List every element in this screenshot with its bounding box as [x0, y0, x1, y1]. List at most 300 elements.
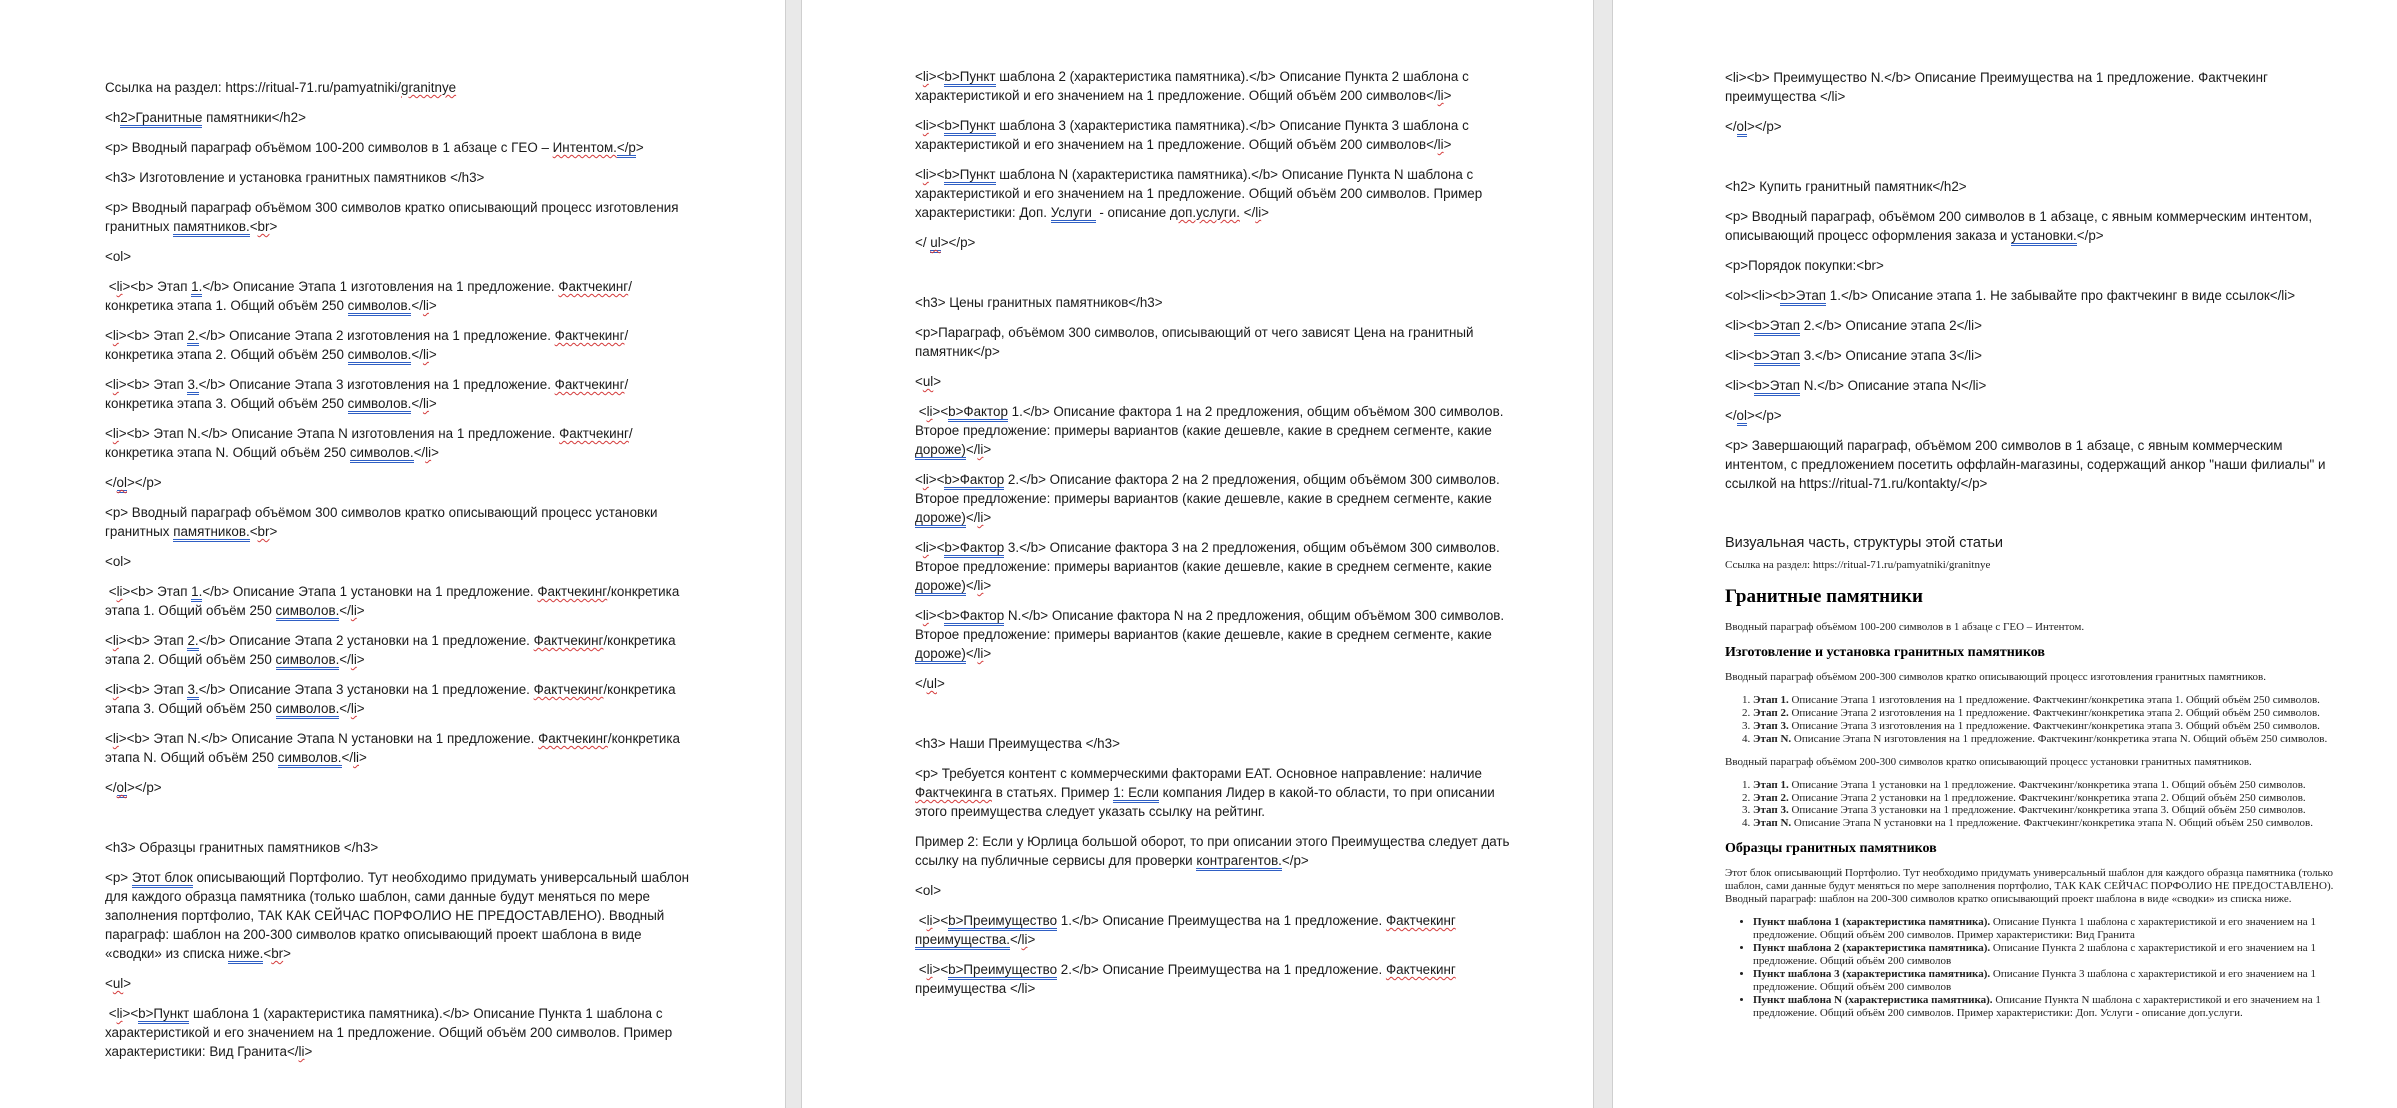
- page-2[interactable]: [802, 0, 1593, 1108]
- text-run: ><: [928, 118, 945, 133]
- code-paragraph[interactable]: [1725, 406, 2335, 425]
- text-run: >: [1443, 88, 1452, 103]
- text-run: Пункт шаблона 3 (характеристика памятника).: [1753, 967, 1991, 980]
- text-run: памятников.: [173, 524, 249, 542]
- code-paragraph[interactable]: [105, 108, 691, 127]
- text-run: >: [933, 374, 942, 389]
- text-run: li: [112, 633, 119, 648]
- text-run: <: [915, 374, 923, 389]
- text-run: шаблона N (характеристика памятника).</b> Описание Пункта N шаблона с характеристикой и его значением на 1 предложение. Общий объём 200 символов. Пример характеристики: Доп.: [915, 167, 1486, 220]
- text-run: li: [350, 701, 357, 716]
- text-run: ul: [926, 676, 937, 691]
- code-paragraph[interactable]: [915, 233, 1510, 252]
- text-run: b>Пункт: [944, 118, 995, 136]
- code-paragraph[interactable]: [1725, 256, 2335, 275]
- text-run: символов.: [278, 750, 342, 768]
- text-run: b>Этап: [1780, 288, 1826, 306]
- code-paragraph[interactable]: [1725, 207, 2335, 245]
- text-run: li: [422, 298, 429, 313]
- text-run: Интентом.: [552, 140, 617, 155]
- preview-h2[interactable]: [1725, 586, 2335, 608]
- code-paragraph[interactable]: [915, 674, 1510, 693]
- code-paragraph[interactable]: [915, 470, 1510, 527]
- text-run: </b> Описание Этапа 3 установки на 1 предложение.: [198, 682, 534, 697]
- text-run: </: [915, 676, 927, 691]
- code-paragraph[interactable]: [105, 168, 691, 187]
- text-run: >: [269, 524, 278, 539]
- text-run: символов.: [276, 652, 340, 670]
- preview-list-item[interactable]: [1753, 804, 2335, 817]
- text-run: 2.</b> Описание Преимущества на 1 предложение.: [1057, 962, 1386, 977]
- text-run: <ol><li><: [1725, 288, 1781, 303]
- text-run: li: [422, 347, 429, 362]
- text-run: Описание Пункта N шаблона с характеристикой и его значением на 1 предложение. Общий объём 200 символов. Пример характеристики: Доп. Услуги - описание доп.услуги.: [1753, 993, 2321, 1019]
- text-run: </: [1009, 932, 1022, 947]
- code-paragraph[interactable]: [105, 277, 691, 315]
- text-run: <: [249, 524, 258, 539]
- text-run: ><b> Этап: [118, 633, 188, 648]
- text-run: </: [965, 646, 978, 661]
- text-run: Описание Этапа 2 установки на 1 предложение. Фактчекинг/конкретика этапа 2. Общий объём 250 символов.: [1788, 791, 2306, 804]
- code-paragraph[interactable]: [105, 868, 691, 963]
- code-paragraph[interactable]: [105, 326, 691, 364]
- text-run: ><: [932, 404, 949, 419]
- text-run: 3.</b> Описание этапа 3</li>: [1800, 348, 1982, 363]
- text-run: </b> Описание Этапа 1 установки на 1 предложение.: [202, 584, 538, 599]
- preview-link-line[interactable]: [1725, 559, 2335, 572]
- text-run: <: [105, 633, 113, 648]
- text-run: b>Этап: [1754, 348, 1800, 366]
- text-run: >: [428, 347, 437, 362]
- code-paragraph[interactable]: [105, 375, 691, 413]
- text-run: li: [116, 279, 123, 294]
- code-paragraph[interactable]: [1725, 177, 2335, 196]
- text-run: b>Этап: [1754, 378, 1800, 396]
- code-paragraph[interactable]: [1725, 286, 2335, 305]
- text-run: >: [983, 510, 992, 525]
- text-run: </: [965, 442, 978, 457]
- text-run: ><b> Этап: [118, 377, 188, 392]
- code-paragraph[interactable]: [105, 138, 691, 157]
- text-run: >: [123, 976, 132, 991]
- code-paragraph[interactable]: [915, 911, 1510, 949]
- text-run: <p> Завершающий параграф, объёмом 200 символов в 1 абзаце, с явным коммерческим интентом, с предложением посетить оффлайн-магазины, содержащий анкор "наши филиалы" и ссылкой на https://ritual-71.ru/kontakty/</p>: [1725, 438, 2330, 491]
- code-paragraph[interactable]: [105, 729, 691, 767]
- code-paragraph[interactable]: [915, 960, 1510, 998]
- text-run: </: [411, 298, 423, 313]
- text-run: Описание Этапа 2 изготовления на 1 предложение. Фактчекинг/конкретика этапа 2. Общий объём 250 символов.: [1788, 706, 2320, 719]
- text-run: li: [112, 731, 119, 746]
- preview-list-item[interactable]: [1753, 792, 2335, 805]
- text-run: >: [431, 445, 439, 460]
- blank-line: [1725, 504, 2335, 534]
- text-run: li: [112, 328, 119, 343]
- text-run: 3.: [187, 682, 198, 700]
- preview-list-item[interactable]: [1753, 942, 2335, 968]
- text-run: Этот блок описывающий Портфолио. Тут необходимо придумать универсальный шаблон для каждого образца памятника (только шаблон, сами данные будут меняться по мере заполнения портфолио, ТАК КАК СЕЙЧАС ПОРФОЛИО НЕ ПРЕДОСТАВЛЕНО). Вводный параграф: шаблон на 200-300 символов кратко описывающий проект шаблона в виде «сводки» из списка ниже.: [1725, 867, 2334, 906]
- preview-ordered-list[interactable]: [1725, 694, 2335, 746]
- preview-list-item[interactable]: [1753, 994, 2335, 1020]
- text-run: Гранитные памятники: [1725, 586, 1923, 607]
- text-run: >: [936, 676, 945, 691]
- text-run: <: [915, 540, 923, 555]
- text-run: дороже): [915, 510, 966, 528]
- text-run: </: [339, 652, 351, 667]
- text-run: b>Пункт: [138, 1006, 189, 1024]
- code-paragraph[interactable]: [105, 838, 691, 857]
- page-3[interactable]: [1613, 0, 2397, 1108]
- code-paragraph[interactable]: [915, 293, 1510, 312]
- text-run: ></p>: [940, 235, 976, 250]
- text-run: Этот блок: [132, 870, 193, 888]
- text-run: ><: [928, 167, 945, 182]
- text-run: 1.</b> Описание Преимущества на 1 предложение.: [1057, 913, 1386, 928]
- text-run: <: [915, 472, 923, 487]
- text-run: >: [983, 646, 992, 661]
- text-run: </: [105, 780, 117, 795]
- code-paragraph[interactable]: [1725, 376, 2335, 395]
- text-run: Пункт шаблона N (характеристика памятника).: [1753, 993, 1993, 1006]
- text-run: Описание Пункта 1 шаблона с характеристикой и его значением на 1 предложение. Общий объём 200 символов. Пример характеристики: Вид Гранита: [1753, 916, 2316, 942]
- code-paragraph[interactable]: [1725, 117, 2335, 136]
- text-run: <: [105, 584, 117, 599]
- text-run: >: [356, 652, 365, 667]
- text-run: /конкретика этапа N. Общий объём 250: [105, 426, 633, 460]
- text-run: </: [1725, 408, 1737, 423]
- text-run: </: [1725, 119, 1737, 134]
- text-run: li: [422, 396, 429, 411]
- text-run: 2>Гранитные: [120, 110, 202, 128]
- text-run: li: [353, 750, 360, 765]
- text-run: - описание: [1095, 205, 1170, 220]
- text-run: Этап N.: [1753, 732, 1792, 745]
- text-run: li: [977, 578, 984, 593]
- text-run: li: [977, 646, 984, 661]
- text-run: <: [249, 219, 258, 234]
- preview-paragraph[interactable]: [1725, 756, 2335, 769]
- preview-bullet-list[interactable]: [1725, 916, 2335, 1019]
- text-run: <ol>: [105, 249, 132, 264]
- text-run: </: [915, 235, 931, 250]
- code-paragraph[interactable]: [1725, 68, 2335, 106]
- code-paragraph[interactable]: [915, 402, 1510, 459]
- code-paragraph[interactable]: [105, 631, 691, 669]
- text-run: li: [977, 442, 984, 457]
- text-run: </: [411, 396, 423, 411]
- text-run: [1456, 913, 1460, 928]
- text-run: li: [922, 118, 929, 133]
- text-run: <li><: [1725, 378, 1755, 393]
- text-run: Фактчекинг: [533, 633, 604, 648]
- text-run: Этап N.: [1753, 817, 1792, 830]
- text-run: контрагентов.: [1196, 853, 1282, 871]
- text-run: <h3> Изготовление и установка гранитных памятников </h3>: [105, 170, 485, 185]
- text-run: <p>Параграф, объёмом 300 символов, описывающий от чего зависят Цена на гранитный памятник</p>: [915, 325, 1478, 359]
- text-run: </b> Описание Этапа 2 установки на 1 предложение.: [198, 633, 534, 648]
- text-run: >: [983, 578, 992, 593]
- preview-section-title[interactable]: [1725, 534, 2335, 553]
- text-run: Ссылка на раздел: https://ritual-71.ru/pamyatniki/granitnye: [1725, 559, 1991, 571]
- blank-line: [915, 704, 1510, 734]
- text-run: символов.: [348, 298, 412, 316]
- code-paragraph[interactable]: [915, 67, 1510, 105]
- text-run: b>Пункт: [944, 167, 995, 185]
- text-run: <: [105, 328, 113, 343]
- preview-h3[interactable]: [1725, 840, 2335, 857]
- text-run: <p>Порядок покупки:<br>: [1725, 258, 1884, 273]
- text-run: b>Пункт: [944, 69, 995, 87]
- code-paragraph[interactable]: [915, 372, 1510, 391]
- text-run: </: [965, 578, 978, 593]
- text-run: преимущества.: [915, 932, 1010, 950]
- text-run: <: [263, 946, 272, 961]
- text-run: Этап 3.: [1753, 804, 1789, 817]
- text-run: >: [983, 442, 992, 457]
- text-run: b>Преимущество: [948, 962, 1057, 980]
- text-run: 3.</b> Описание фактора 3 на 2 предложения, общим объёмом 300 символов. Второе предложение: примеры вариантов (какие дешевле, какие в среднем сегменте, какие: [915, 540, 1504, 574]
- text-run: шаблона 1 (характеристика памятника).</b> Описание Пункта 1 шаблона с характеристикой и его значением на 1 предложение. Общий объём 200 символов. Пример характеристики: Вид Гранита</: [105, 1006, 676, 1059]
- preview-list-item[interactable]: [1753, 733, 2335, 746]
- preview-ordered-list[interactable]: [1725, 779, 2335, 831]
- blank-line: [1725, 147, 2335, 177]
- text-run: дороже): [915, 646, 966, 664]
- text-run: li: [112, 426, 119, 441]
- text-run: N.</b> Описание этапа N</li>: [1800, 378, 1987, 393]
- text-run: N.</b> Описание фактора N на 2 предложения, общим объёмом 300 символов. Второе предложение: примеры вариантов (какие дешевле, какие в среднем сегменте, какие: [915, 608, 1508, 642]
- code-paragraph[interactable]: [105, 473, 691, 492]
- text-run: ><: [932, 962, 949, 977]
- text-run: 2.: [187, 633, 198, 651]
- text-run: b>Этап: [1754, 318, 1800, 336]
- text-run: </: [339, 603, 351, 618]
- text-run: Этап 3.: [1753, 719, 1789, 732]
- text-run: <: [915, 962, 927, 977]
- text-run: <: [915, 69, 923, 84]
- code-paragraph[interactable]: [1725, 316, 2335, 335]
- text-run: шаблона 2 (характеристика памятника).</b> Описание Пункта 2 шаблона с характеристикой и его значением на 1 предложение. Общий объём 200 символов</: [915, 69, 1473, 103]
- text-run: Фактчекинг: [554, 377, 625, 392]
- text-run: дороже): [915, 578, 966, 596]
- page-gap: [785, 0, 802, 1108]
- text-run: Вводный параграф объёмом 100-200 символов в 1 абзаце с ГЕО – Интентом.: [1725, 621, 2085, 633]
- text-run: ><: [928, 472, 945, 487]
- text-run: Вводный параграф объёмом 200-300 символов кратко описывающий процесс изготовления гранитных памятников.: [1725, 671, 2266, 683]
- text-run: <: [105, 976, 113, 991]
- text-run: памятников.: [173, 219, 249, 237]
- text-run: >: [283, 946, 291, 961]
- text-run: <: [105, 279, 117, 294]
- text-run: <: [105, 1006, 117, 1021]
- preview-paragraph[interactable]: [1725, 621, 2335, 634]
- code-paragraph[interactable]: [915, 116, 1510, 154]
- text-run: ><b> Этап: [122, 279, 192, 294]
- text-run: >: [1261, 205, 1269, 220]
- text-run: b>Фактор: [948, 404, 1008, 422]
- text-run: li: [922, 608, 929, 623]
- text-run: ul: [930, 235, 940, 253]
- text-run: ><: [928, 69, 945, 84]
- code-paragraph[interactable]: [915, 734, 1510, 753]
- text-run: <: [915, 913, 927, 928]
- text-run: Вводный параграф объёмом 200-300 символов кратко описывающий процесс установки гранитных памятников.: [1725, 755, 2252, 768]
- text-run: шаблона 3 (характеристика памятника).</b> Описание Пункта 3 шаблона с характеристикой и его значением на 1 предложение. Общий объём 200 символов</: [915, 118, 1473, 152]
- text-run: Услуги: [1051, 205, 1096, 223]
- text-run: li: [1437, 88, 1444, 103]
- text-run: памятники</h2>: [202, 110, 306, 125]
- text-run: ><b> Этап N.</b> Описание Этапа N установки на 1 предложение.: [118, 731, 539, 746]
- text-run: ><b> Этап: [118, 328, 188, 343]
- text-run: li: [112, 377, 119, 392]
- code-paragraph[interactable]: [915, 165, 1510, 222]
- text-run: ><: [928, 608, 945, 623]
- text-run: <h3> Наши Преимущества </h3>: [915, 736, 1120, 751]
- text-run: </p: [617, 140, 636, 158]
- text-run: </p>: [1281, 853, 1309, 868]
- text-run: 1.: [191, 584, 202, 602]
- code-paragraph[interactable]: [105, 1004, 691, 1061]
- preview-paragraph[interactable]: [1725, 867, 2335, 906]
- preview-list-item[interactable]: [1753, 694, 2335, 707]
- text-run: >: [304, 1044, 313, 1059]
- text-run: li: [112, 682, 119, 697]
- text-run: <p> Вводный параграф, объёмом 200 символов в 1 абзаце, с явным коммерческим интентом, описывающий процесс оформления заказа и: [1725, 209, 2316, 243]
- code-paragraph[interactable]: [915, 538, 1510, 595]
- code-paragraph[interactable]: [105, 582, 691, 620]
- text-run: Описание Этапа 3 изготовления на 1 предложение. Фактчекинг/конкретика этапа 3. Общий объём 250 символов.: [1788, 719, 2320, 732]
- text-run: <h3> Образцы гранитных памятников </h3>: [105, 840, 379, 855]
- code-paragraph[interactable]: [915, 323, 1510, 361]
- text-run: /конкретика этапа 3. Общий объём 250: [105, 682, 680, 716]
- text-run: 2.</b> Описание фактора 2 на 2 предложения, общим объёмом 300 символов. Второе предложение: примеры вариантов (какие дешевле, какие в среднем сегменте, какие: [915, 472, 1504, 506]
- text-run: Описание Этапа 1 установки на 1 предложение. Фактчекинг/конкретика этапа 1. Общий объём 250 символов.: [1788, 778, 2306, 791]
- code-paragraph[interactable]: [105, 78, 691, 97]
- code-paragraph[interactable]: [105, 974, 691, 993]
- text-run: Фактчекинг: [537, 584, 608, 599]
- preview-list-item[interactable]: [1753, 916, 2335, 942]
- text-run: br: [257, 219, 270, 234]
- text-run: br: [271, 946, 284, 961]
- text-run: li: [977, 510, 984, 525]
- text-run: </b> Описание Этапа 2 изготовления на 1 предложение.: [198, 328, 555, 343]
- text-run: ul: [922, 374, 934, 389]
- text-run: Описание Этапа N установки на 1 предложение. Фактчекинг/конкретика этапа N. Общий объём 250 символов.: [1791, 817, 2314, 830]
- text-run: Описание Пункта 3 шаблона с характеристикой и его значением на 1 предложение. Общий объём 200 символов: [1753, 967, 2316, 993]
- code-paragraph[interactable]: [105, 424, 691, 462]
- text-run: Фактчекинг: [533, 682, 604, 697]
- text-run: ><: [928, 540, 945, 555]
- preview-list-item[interactable]: [1753, 968, 2335, 994]
- text-run: li: [1437, 137, 1444, 152]
- text-run: li: [922, 472, 929, 487]
- text-run: Визуальная часть, структуры этой статьи: [1725, 535, 2003, 551]
- text-run: ><b> Этап: [118, 682, 188, 697]
- text-run: li: [350, 652, 357, 667]
- text-run: </p>: [2076, 228, 2104, 243]
- code-paragraph[interactable]: [1725, 436, 2335, 493]
- text-run: <p> Вводный параграф объёмом 100-200 символов в 1 абзаце с ГЕО –: [105, 140, 553, 155]
- text-run: </: [1239, 205, 1256, 220]
- text-run: Описание Этапа N изготовления на 1 предложение. Фактчекинг/конкретика этапа N. Общий объём 250 символов.: [1791, 732, 2328, 745]
- text-run: Пункт шаблона 1 (характеристика памятника).: [1753, 916, 1991, 929]
- text-run: 2.: [187, 328, 198, 346]
- page-1[interactable]: [0, 0, 785, 1108]
- text-run: <: [105, 377, 113, 392]
- text-run: <p> Требуется контент с коммерческими факторами EAT. Основное направление: наличие: [915, 766, 1486, 781]
- text-run: </: [413, 445, 426, 460]
- blank-line: [915, 263, 1510, 293]
- text-run: li: [425, 445, 432, 460]
- text-run: li: [926, 404, 933, 419]
- text-run: li: [1255, 205, 1262, 220]
- code-paragraph[interactable]: [1725, 346, 2335, 365]
- code-paragraph[interactable]: [105, 247, 691, 266]
- text-run: >: [356, 701, 365, 716]
- preview-h3[interactable]: [1725, 644, 2335, 661]
- text-run: >: [269, 219, 278, 234]
- text-run: li: [922, 167, 929, 182]
- text-run: символов.: [276, 603, 340, 621]
- text-run: ></p>: [1746, 408, 1782, 423]
- text-run: /конкретика этапа N. Общий объём 250: [105, 731, 684, 765]
- blank-line: [105, 808, 691, 838]
- text-run: доп.услуги.: [1169, 205, 1240, 220]
- code-paragraph[interactable]: [105, 503, 691, 541]
- code-paragraph[interactable]: [915, 832, 1514, 870]
- text-run: /конкретика этапа 3. Общий объём 250: [105, 377, 629, 411]
- text-run: b>Фактор: [944, 608, 1004, 626]
- text-run: <li><: [1725, 348, 1755, 363]
- text-run: </b> Описание Этапа 3 изготовления на 1 предложение.: [198, 377, 555, 392]
- preview-list-item[interactable]: [1753, 720, 2335, 733]
- text-run: Фактчекинг: [1385, 962, 1456, 977]
- text-run: Описание Пункта 2 шаблона с характеристикой и его значением на 1 предложение. Общий объём 200 символов: [1753, 942, 2316, 967]
- text-run: >: [356, 603, 365, 618]
- text-run: b>Фактор: [944, 472, 1004, 490]
- text-run: <: [915, 118, 923, 133]
- text-run: преимущества </li>: [915, 962, 1460, 996]
- text-run: символов.: [276, 701, 340, 719]
- text-run: <: [105, 426, 113, 441]
- code-paragraph[interactable]: [915, 881, 1510, 900]
- text-run: Этап 1.: [1753, 778, 1789, 791]
- code-paragraph[interactable]: [915, 764, 1510, 821]
- preview-list-item[interactable]: [1753, 707, 2335, 720]
- code-paragraph[interactable]: [105, 778, 691, 797]
- text-run: Фактчекинг: [538, 731, 608, 746]
- text-run: Фактчекинга: [915, 785, 992, 800]
- text-run: /конкретика этапа 1. Общий объём 250: [105, 279, 632, 313]
- code-paragraph[interactable]: [105, 552, 691, 571]
- text-run: >: [1027, 932, 1036, 947]
- text-run: <p> Вводный параграф объёмом 300 символов кратко описывающий процесс установки гранитных: [105, 505, 662, 539]
- text-run: Этап 1.: [1753, 694, 1789, 706]
- code-paragraph[interactable]: [105, 680, 691, 718]
- text-run: li: [926, 913, 933, 928]
- text-run: li: [922, 69, 929, 84]
- text-run: Фактчекинг: [1385, 913, 1456, 928]
- preview-list-item[interactable]: [1753, 779, 2335, 792]
- code-paragraph[interactable]: [105, 198, 691, 236]
- text-run: ol: [1737, 119, 1747, 137]
- text-run: Описание Этапа 1 изготовления на 1 предложение. Фактчекинг/конкретика этапа 1. Общий объём 250 символов.: [1788, 694, 2320, 706]
- preview-paragraph[interactable]: [1725, 671, 2335, 684]
- text-run: 2.</b> Описание этапа 2</li>: [1800, 318, 1982, 333]
- preview-list-item[interactable]: [1753, 817, 2335, 830]
- text-run: ol: [117, 780, 127, 798]
- text-run: /конкретика этапа 1. Общий объём 250: [105, 584, 683, 618]
- code-paragraph[interactable]: [915, 606, 1510, 663]
- text-run: ><b> Этап N.</b> Описание Этапа N изготовления на 1 предложение.: [118, 426, 560, 441]
